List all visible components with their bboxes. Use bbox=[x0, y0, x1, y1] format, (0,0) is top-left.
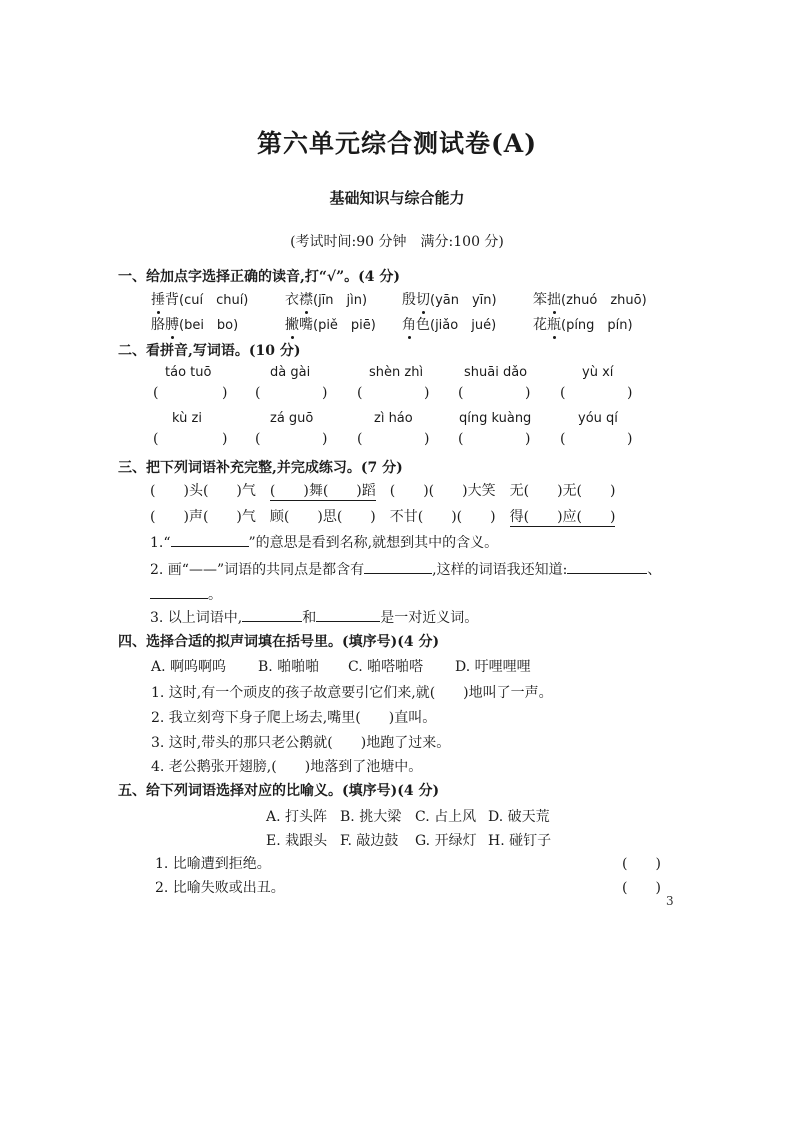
pron-item-8: 花瓶(píng pín) bbox=[533, 317, 633, 333]
section-2-heading: 二、看拼音,写词语。(10 分) bbox=[118, 343, 301, 359]
answer-box-9-open: ( bbox=[458, 431, 464, 447]
exam-info: (考试时间:90 分钟 满分:100 分) bbox=[290, 234, 504, 250]
answer-box-4-close: ) bbox=[525, 385, 531, 401]
answer-box-5-close: ) bbox=[627, 385, 633, 401]
answer-paren-5-1: ( ) bbox=[622, 856, 661, 872]
question-4-2: 2. 我立刻弯下身子爬上场去,嘴里( )直叫。 bbox=[151, 710, 437, 726]
pinyin-10: yóu qí bbox=[578, 411, 618, 426]
idiom-d: D. 破天荒 bbox=[488, 809, 550, 825]
pron-item-5: 胳膊(bei bo) bbox=[151, 317, 239, 333]
fill-word-row-2: ( )声( )气 顾( )思( ) 不甘( )( ) 得( )应( ) bbox=[150, 506, 615, 527]
option-d: D. 吁哩哩哩 bbox=[455, 659, 531, 675]
pinyin-8: zì háo bbox=[374, 411, 413, 426]
answer-box-8-open: ( bbox=[357, 431, 363, 447]
section-5-heading: 五、给下列词语选择对应的比喻义。(填序号)(4 分) bbox=[118, 783, 440, 799]
answer-box-7-open: ( bbox=[255, 431, 261, 447]
idiom-c: C. 占上风 bbox=[415, 809, 477, 825]
pinyin-6: kù zi bbox=[172, 411, 202, 426]
idiom-b: B. 挑大梁 bbox=[340, 809, 402, 825]
fill-word-row-1: ( )头( )气 ( )舞( )蹈 ( )( )大笑 无( )无( ) bbox=[150, 480, 615, 501]
page-number: 3 bbox=[666, 894, 674, 908]
page-subtitle: 基础知识与综合能力 bbox=[329, 189, 465, 207]
pron-item-2: 衣襟(jīn jìn) bbox=[285, 292, 368, 308]
question-4-4: 4. 老公鹅张开翅膀,( )地落到了池塘中。 bbox=[151, 759, 423, 775]
pinyin-3: shèn zhì bbox=[369, 365, 424, 380]
page-title: 第六单元综合测试卷(A) bbox=[256, 129, 538, 158]
pron-item-1: 捶背(cuí chuí) bbox=[151, 292, 249, 308]
idiom-h: H. 碰钉子 bbox=[488, 833, 552, 849]
pron-item-4: 笨拙(zhuó zhuō) bbox=[533, 292, 647, 308]
section-4-heading: 四、选择合适的拟声词填在括号里。(填序号)(4 分) bbox=[118, 634, 440, 650]
section-1-heading: 一、给加点字选择正确的读音,打“√”。(4 分) bbox=[118, 269, 401, 285]
answer-box-5-open: ( bbox=[560, 385, 566, 401]
answer-box-1-open: ( bbox=[153, 385, 159, 401]
answer-box-10-open: ( bbox=[560, 431, 566, 447]
pinyin-5: yù xí bbox=[582, 365, 614, 380]
idiom-e: E. 栽跟头 bbox=[266, 833, 328, 849]
question-3-2-cont: 。 bbox=[150, 584, 222, 604]
answer-box-3-close: ) bbox=[424, 385, 430, 401]
option-b: B. 啪啪啪 bbox=[258, 659, 320, 675]
answer-box-1-close: ) bbox=[222, 385, 228, 401]
answer-box-2-close: ) bbox=[322, 385, 328, 401]
question-3-3: 3. 以上词语中, 和 是一对近义词。 bbox=[150, 607, 478, 627]
answer-box-6-close: ) bbox=[222, 431, 228, 447]
answer-paren-5-2: ( ) bbox=[622, 880, 661, 896]
pron-item-3: 殷切(yān yīn) bbox=[402, 292, 497, 308]
pinyin-4: shuāi dǎo bbox=[464, 365, 528, 380]
question-3-1: 1.“ ”的意思是看到名称,就想到其中的含义。 bbox=[150, 532, 498, 552]
idiom-g: G. 开绿灯 bbox=[415, 833, 477, 849]
answer-box-2-open: ( bbox=[255, 385, 261, 401]
pinyin-7: zá guō bbox=[270, 411, 314, 426]
question-4-1: 1. 这时,有一个顽皮的孩子故意要引它们来,就( )地叫了一声。 bbox=[151, 685, 553, 701]
pinyin-2: dà gài bbox=[270, 365, 311, 380]
section-3-heading: 三、把下列词语补充完整,并完成练习。(7 分) bbox=[118, 460, 403, 476]
answer-box-10-close: ) bbox=[627, 431, 633, 447]
question-5-2: 2. 比喻失败或出丑。 bbox=[155, 880, 285, 896]
answer-box-7-close: ) bbox=[322, 431, 328, 447]
answer-box-6-open: ( bbox=[153, 431, 159, 447]
answer-box-9-close: ) bbox=[525, 431, 531, 447]
pron-item-7: 角色(jiǎo jué) bbox=[402, 317, 497, 333]
pinyin-1: táo tuō bbox=[165, 365, 212, 380]
idiom-a: A. 打头阵 bbox=[266, 809, 328, 825]
question-5-1: 1. 比喻遭到拒绝。 bbox=[155, 856, 271, 872]
option-c: C. 啪嗒啪嗒 bbox=[348, 659, 424, 675]
answer-box-4-open: ( bbox=[458, 385, 464, 401]
question-4-3: 3. 这时,带头的那只老公鹅就( )地跑了过来。 bbox=[151, 735, 451, 751]
pron-item-6: 撇嘴(piě piē) bbox=[285, 317, 376, 333]
question-3-2: 2. 画“——”词语的共同点是都含有 ,这样的词语我还知道: 、 bbox=[150, 559, 661, 579]
option-a: A. 啊呜啊呜 bbox=[151, 659, 227, 675]
answer-box-8-close: ) bbox=[424, 431, 430, 447]
pinyin-9: qíng kuàng bbox=[459, 411, 532, 426]
answer-box-3-open: ( bbox=[357, 385, 363, 401]
idiom-f: F. 敲边鼓 bbox=[340, 833, 399, 849]
